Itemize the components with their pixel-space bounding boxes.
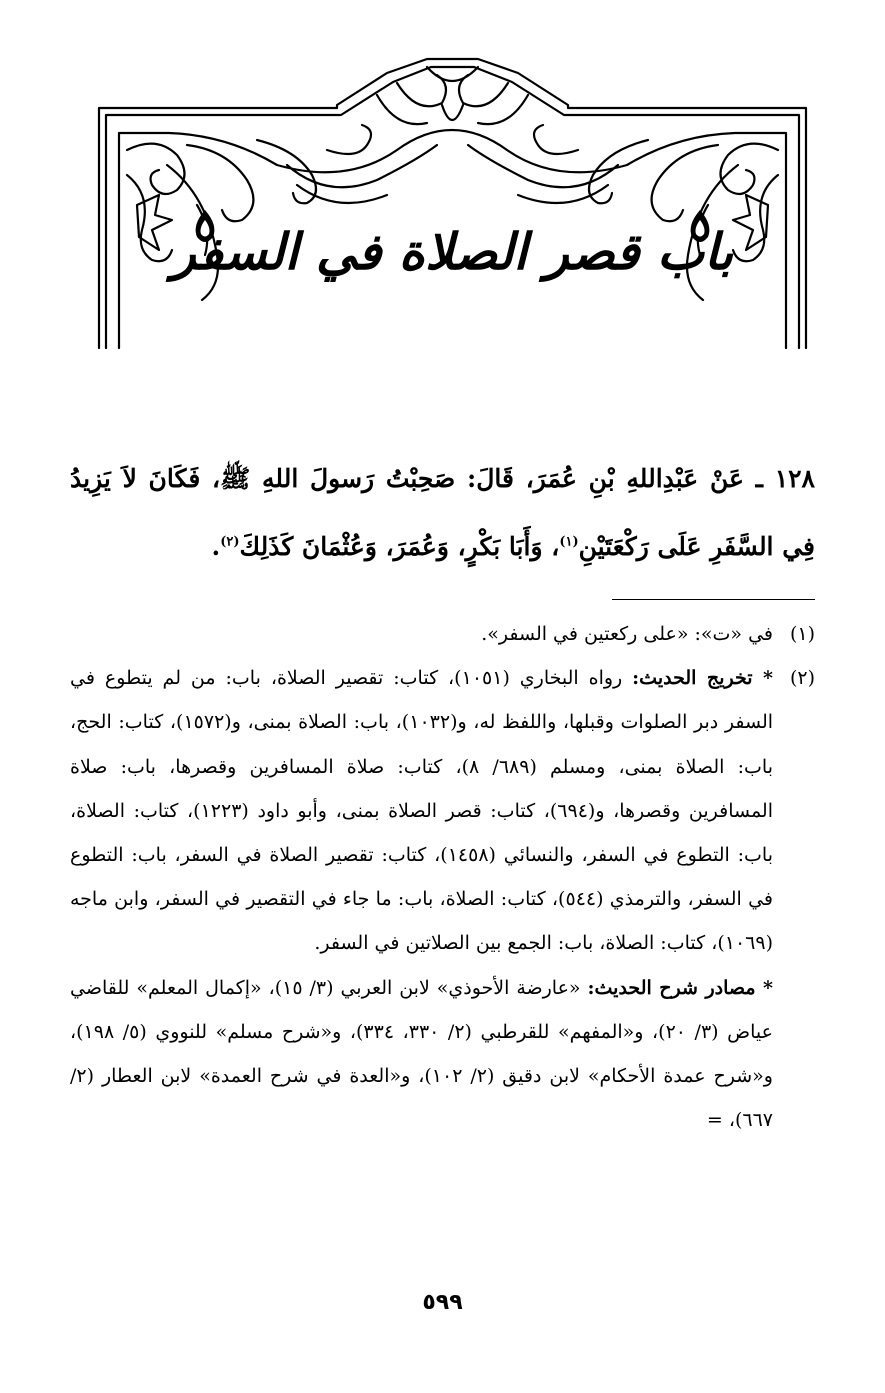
footnote-text: في «ت»: «على ركعتين في السفر». — [481, 623, 773, 645]
footnote-number: (١) — [789, 623, 815, 645]
footnote-text: «عارضة الأحوذي» لابن العربي (٣/ ١٥)، «إكمال المعلم» للقاضي عياض (٣/ ٢٠)، و«المفهم» للقرطبي (٢/ ٣٣٠، ٣٣٤)، و«شرح مسلم» للنووي (٥/ ١٩٨)، و«شرح عمدة الأحكام» لابن دقيق (٢/ ١٠٢)، و«العدة في شرح العمدة» لابن العطار (٢/ ٦٦٧)، = — [70, 976, 773, 1132]
footnote-body — [70, 966, 773, 1143]
hadith-text-end: . — [211, 532, 221, 561]
hadith-text — [70, 445, 815, 581]
footnote-marker-2[interactable]: (٢) — [220, 534, 240, 550]
footnote-label: * تخريج الحديث: — [632, 667, 773, 690]
footnotes — [70, 612, 815, 1142]
hadith-text-part-1: عَنْ عَبْدِاللهِ بْنِ عُمَرَ، قَالَ: صَحِبْتُ رَسولَ اللهِ ﷺ، فَكَانَ لاَ يَزِيدُ فِي السَّفَرِ عَلَى رَكْعَتَيْنِ — [70, 464, 815, 561]
footnote-body — [70, 656, 773, 965]
footnote-marker-1[interactable]: (١) — [559, 534, 579, 550]
hadith-separator: ـ — [743, 464, 775, 493]
footnote-text: رواه البخاري (١٠٥١)، كتاب: تقصير الصلاة، باب: من لم يتطوع في السفر دبر الصلوات وقبلها، واللفظ له، و(١٠٣٢)، باب: الصلاة بمنى، و(١٥٧٢)، كتاب: الحج، باب: الصلاة بمنى، ومسلم (٦٨٩/ ٨)، كتاب: صلاة المسافرين وقصرها، باب: صلاة المسافرين وقصرها، و(٦٩٤)، كتاب: قصر الصلاة بمنى، وأبو داود (١٢٢٣)، كتاب: الصلاة، باب: التطوع في السفر، والنسائي (١٤٥٨)، كتاب: تقصير الصلاة في السفر، باب: التطوع في السفر، والترمذي (٥٤٤)، كتاب: الصلاة، باب: ما جاء في التقصير في السفر، وابن ماجه (١٠٦٩)، كتاب: الصلاة، باب: الجمع بين الصلاتين في السفر. — [70, 667, 774, 955]
footnote-3 — [70, 966, 815, 1143]
chapter-title: باب قصر الصلاة في السفر — [171, 222, 734, 281]
page-number: ٥٩٩ — [422, 1290, 463, 1315]
footnote-number — [773, 966, 815, 1143]
chapter-header-frame — [97, 55, 808, 350]
hadith-number: ١٢٨ — [774, 464, 815, 493]
ornament-frame-icon — [97, 55, 808, 350]
footnote-label: * مصادر شرح الحديث: — [587, 976, 773, 999]
footnote-1 — [70, 612, 815, 656]
footnote-2 — [70, 656, 815, 965]
hadith-text-part-2: ، وَأَبَا بَكْرٍ، وَعُمَرَ، وَعُثْمَانَ كَذَلِكَ — [239, 532, 560, 561]
footnote-body — [70, 612, 773, 656]
footnote-divider — [612, 599, 815, 600]
footnote-number: (٢) — [789, 667, 815, 690]
